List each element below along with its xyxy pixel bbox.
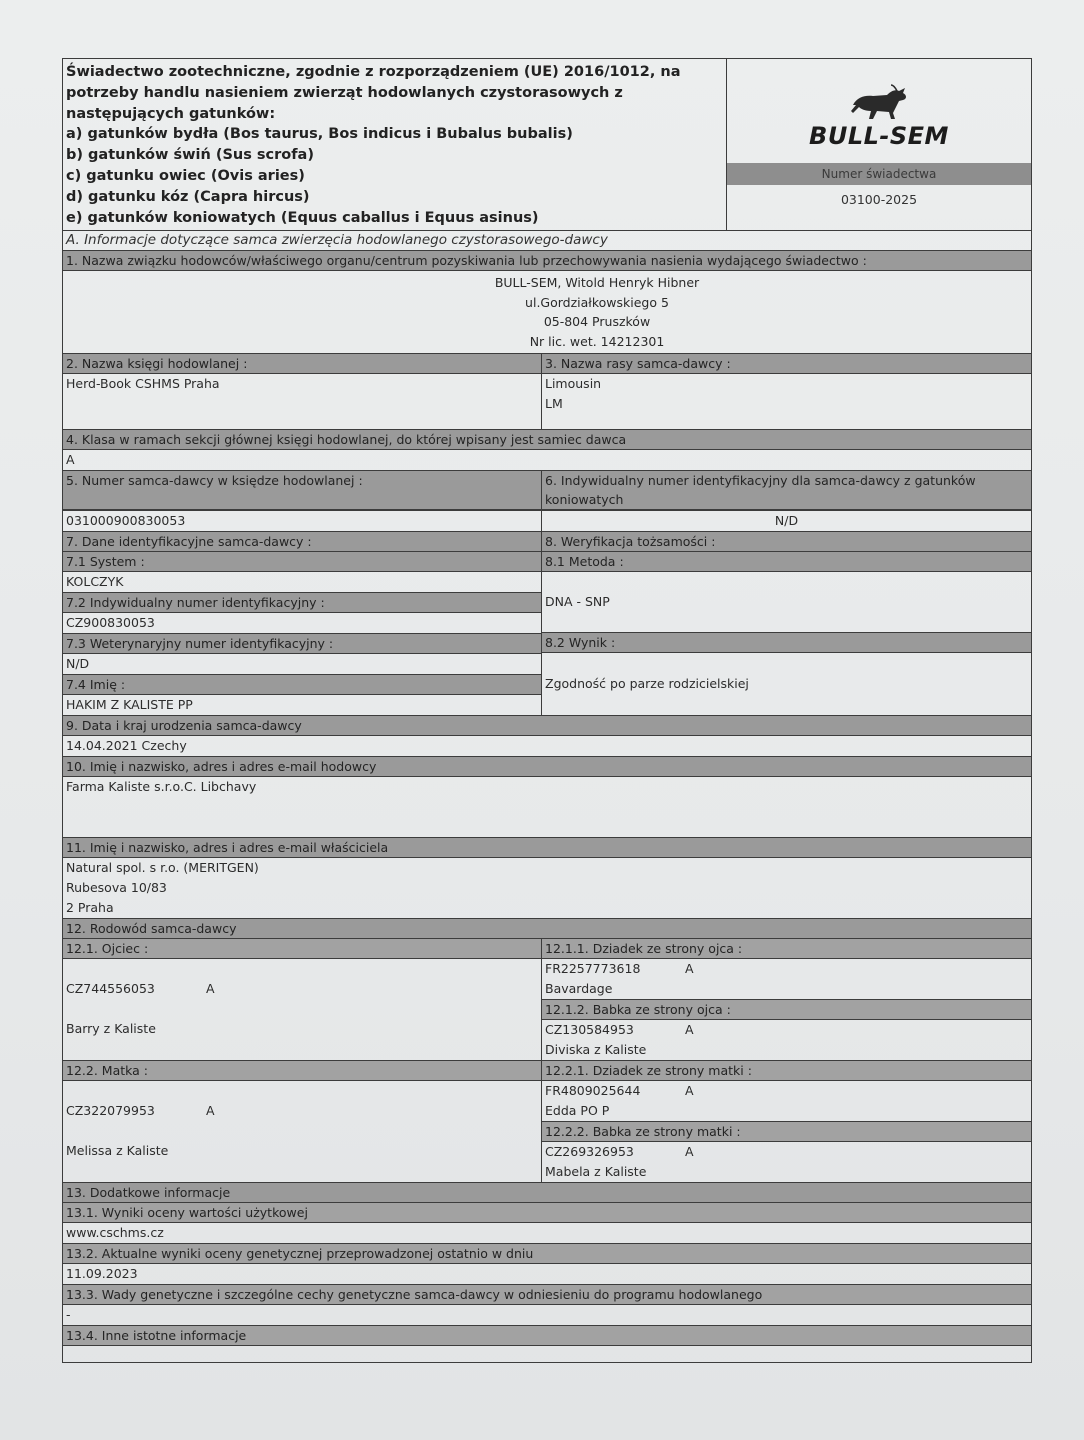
owner-line: Rubesova 10/83 <box>66 880 167 896</box>
verification-label: 8. Weryfikacja tożsamości : <box>542 532 1031 552</box>
equine-id-cell <box>542 471 1031 531</box>
pedigree-label: 12. Rodowód samca-dawcy <box>63 919 1031 939</box>
title-line: następujących gatunków: <box>66 105 276 122</box>
genetic-defects-value: - <box>63 1305 1031 1326</box>
herdbook-breed-row <box>63 354 1031 430</box>
dam-name: Melissa z Kaliste <box>66 1143 169 1159</box>
issuer-line: ul.Gordziałkowskiego 5 <box>525 294 669 310</box>
name-label: 7.4 Imię : <box>63 675 541 695</box>
individual-id-value: CZ900830053 <box>63 613 541 634</box>
herdbook-number-label: 5. Numer samca-dawcy w księdze hodowlanej : <box>63 471 541 510</box>
certificate-title <box>63 59 727 230</box>
pgd-code: CZ130584953 <box>545 1022 634 1038</box>
pgs-code: FR2257773618 <box>545 961 641 977</box>
other-info-label: 13.4. Inne istotne informacje <box>63 1326 1031 1346</box>
name-value: HAKIM Z KALISTE PP <box>66 697 193 713</box>
result-value: Zgodność po parze rodzicielskiej <box>545 676 749 692</box>
individual-id-label: 7.2 Indywidualny numer identyfikacyjny : <box>63 593 541 613</box>
owner-value <box>63 858 1031 919</box>
pgs-class: A <box>685 961 694 977</box>
title-line: e) gatunków koniowatych (Equus caballus i Equus asinus) <box>66 209 539 226</box>
equine-id-label-line: 6. Indywidualny numer identyfikacyjny dla samca-dawcy z gatunków <box>545 473 976 489</box>
owner-line: Natural spol. s r.o. (MERITGEN) <box>66 860 259 876</box>
certificate-number: 03100-2025 <box>840 192 918 207</box>
section-a-title: A. Informacje dotyczące samca zwierzęcia hodowlanego czystorasowego-dawcy <box>63 231 1031 251</box>
sire-value <box>63 959 541 1039</box>
dam-code: CZ322079953 <box>66 1103 155 1119</box>
other-info-value <box>63 1346 1031 1362</box>
herdbook-value: Herd-Book CSHMS Praha <box>66 376 220 392</box>
issuer-line: BULL-SEM, Witold Henryk Hibner <box>494 275 700 291</box>
logo <box>727 59 1031 163</box>
owner-line: 2 Praha <box>66 900 114 916</box>
pgs-value <box>542 959 1031 1000</box>
issuer-line: 05-804 Pruszków <box>543 314 651 330</box>
mgd-name: Mabela z Kaliste <box>545 1164 647 1180</box>
equine-id-value: N/D <box>542 510 1031 531</box>
mgd-label: 12.2.2. Babka ze strony matki : <box>542 1122 1031 1142</box>
pgs-name: Bavardage <box>545 981 613 997</box>
mgd-code: CZ269326953 <box>545 1144 634 1160</box>
pgd-name: Diviska z Kaliste <box>545 1042 647 1058</box>
birth-value: 14.04.2021 Czechy <box>63 736 1031 757</box>
title-line: d) gatunku kóz (Capra hircus) <box>66 188 310 205</box>
genetic-eval-value: 11.09.2023 <box>63 1264 1031 1285</box>
title-line: Świadectwo zootechniczne, zgodnie z rozporządzeniem (UE) 2016/1012, na <box>66 64 681 80</box>
performance-label: 13.1. Wyniki oceny wartości użytkowej <box>63 1203 1031 1223</box>
class-label: 4. Klasa w ramach sekcji głównej księgi hodowlanej, do której wpisany jest samiec dawca <box>63 430 1031 450</box>
herdbook-label: 2. Nazwa księgi hodowlanej : <box>63 354 541 374</box>
certificate-header <box>63 59 1031 231</box>
breed-value: Limousin <box>545 376 602 392</box>
breeder-value: Farma Kaliste s.r.o.C. Libchavy <box>63 777 1031 838</box>
pgd-label: 12.1.2. Babka ze strony ojca : <box>542 1000 1031 1020</box>
sire-code: CZ744556053 <box>66 981 155 997</box>
vet-id-label: 7.3 Weterynaryjny numer identyfikacyjny : <box>63 634 541 654</box>
mgs-class: A <box>685 1083 694 1099</box>
owner-label: 11. Imię i nazwisko, adres i adres e-mail właściciela <box>63 838 1031 858</box>
breed-code: LM <box>545 396 563 412</box>
vet-id-value: N/D <box>63 654 541 675</box>
sire-class: A <box>206 981 215 997</box>
dam-cell <box>63 1061 542 1182</box>
breed-cell <box>542 354 1031 429</box>
pgs-label: 12.1.1. Dziadek ze strony ojca : <box>542 939 1031 959</box>
identification-label: 7. Dane identyfikacyjne samca-dawcy : <box>63 532 541 552</box>
identification-row <box>63 532 1031 716</box>
issuer-label: 1. Nazwa związku hodowców/właściwego organu/centrum pozyskiwania lub przechowywania nasienia wydającego świadectwo : <box>63 251 1031 271</box>
pgd-value <box>542 1020 1031 1060</box>
breed-label: 3. Nazwa rasy samca-dawcy : <box>542 354 1031 374</box>
performance-value: www.cschms.cz <box>63 1223 1031 1244</box>
birth-label: 9. Data i kraj urodzenia samca-dawcy <box>63 716 1031 736</box>
equine-id-label <box>542 471 1031 510</box>
pgd-class: A <box>685 1022 694 1038</box>
mgs-value <box>542 1081 1031 1122</box>
result-label: 8.2 Wynik : <box>542 633 1031 653</box>
mgs-name: Edda PO P <box>545 1103 610 1119</box>
verification-cell <box>542 532 1031 715</box>
genetic-eval-label: 13.2. Aktualne wyniki oceny genetycznej przeprowadzonej ostatnio w dniu <box>63 1244 1031 1264</box>
additional-info-label: 13. Dodatkowe informacje <box>63 1183 1031 1203</box>
dam-class: A <box>206 1103 215 1119</box>
herdbook-cell <box>63 354 542 429</box>
mgd-class: A <box>685 1144 694 1160</box>
dam-value <box>63 1081 541 1161</box>
title-line: a) gatunków bydła (Bos taurus, Bos indicus i Bubalus bubalis) <box>66 126 573 143</box>
breeder-label: 10. Imię i nazwisko, adres i adres e-mail hodowcy <box>63 757 1031 777</box>
sire-label: 12.1. Ojciec : <box>63 939 541 959</box>
mgs-label: 12.2.1. Dziadek ze strony matki : <box>542 1061 1031 1081</box>
equine-id-label-line: koniowatych <box>545 492 624 508</box>
title-line: c) gatunku owiec (Ovis aries) <box>66 167 305 184</box>
class-value: A <box>63 450 1031 471</box>
title-line: potrzeby handlu nasieniem zwierząt hodowlanych czystorasowych z <box>66 84 623 101</box>
mgs-code: FR4809025644 <box>545 1083 641 1099</box>
dam-parents-cell <box>542 1061 1031 1182</box>
bull-icon <box>847 83 911 121</box>
certificate-form <box>62 58 1032 1363</box>
system-label: 7.1 System : <box>63 552 541 572</box>
dam-row <box>63 1061 1031 1183</box>
method-value: DNA - SNP <box>542 572 1031 633</box>
identification-cell <box>63 532 542 715</box>
method-label: 8.1 Metoda : <box>542 552 1031 572</box>
issuer-address <box>63 271 1031 354</box>
title-line: b) gatunków świń (Sus scrofa) <box>66 147 314 164</box>
sire-code-row <box>66 979 538 999</box>
sire-cell <box>63 939 542 1060</box>
herdbook-number-cell <box>63 471 542 531</box>
sire-parents-cell <box>542 939 1031 1060</box>
dam-label: 12.2. Matka : <box>63 1061 541 1081</box>
number-row <box>63 471 1031 532</box>
logo-text: BULL-SEM <box>809 122 949 151</box>
system-value: KOLCZYK <box>63 572 541 593</box>
herdbook-number-value: 031000900830053 <box>63 510 541 531</box>
mgd-value <box>542 1142 1031 1182</box>
logo-panel <box>727 59 1031 230</box>
genetic-defects-label: 13.3. Wady genetyczne i szczególne cechy genetyczne samca-dawcy w odniesieniu do programu hodowlanego <box>63 1285 1031 1305</box>
certificate-number-label: Numer świadectwa <box>727 163 1031 185</box>
issuer-line: Nr lic. wet. 14212301 <box>529 333 665 349</box>
sire-row <box>63 939 1031 1061</box>
sire-name: Barry z Kaliste <box>66 1021 156 1037</box>
